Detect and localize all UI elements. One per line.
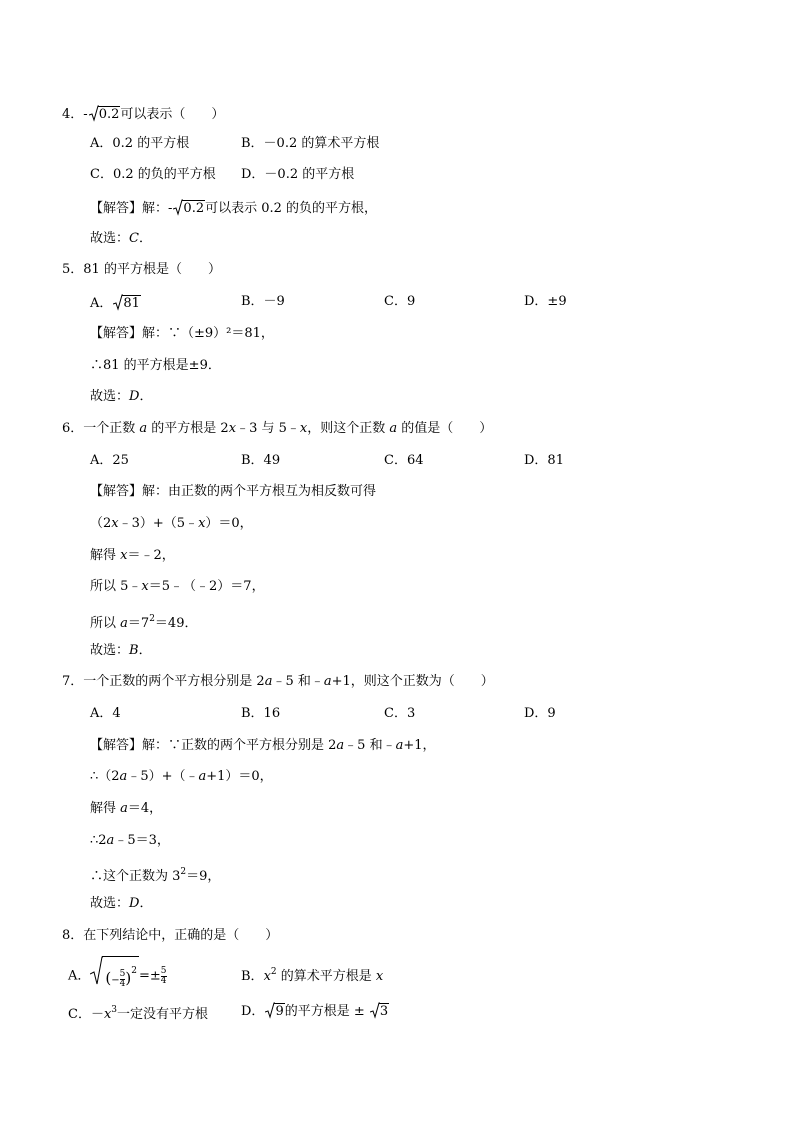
- q7-choice: 故选：D．: [90, 896, 153, 911]
- q4-option-b: B．－0.2 的算术平方根: [241, 136, 380, 151]
- q6-answer-line-4: 所以 5﹣x＝5﹣（﹣2）＝7，: [90, 579, 265, 594]
- q8-stem: 8．在下列结论中，正确的是（ ）: [62, 928, 279, 943]
- q8-option-b: B．$x^2$ 的算术平方根是 x: [241, 967, 384, 984]
- q5-option-c: C．9: [384, 294, 416, 309]
- q6-option-b: B．49: [241, 453, 281, 468]
- sqrt-symbol: 9: [265, 1001, 284, 1021]
- q8-option-d: D． 9的平方根是 ± 3: [241, 1001, 389, 1019]
- sqrt-symbol: 81: [113, 293, 141, 313]
- q4-option-c: C．0.2 的负的平方根: [90, 167, 216, 182]
- sqrt-symbol: (− $\frac{5}{4}$ )$^2$: [90, 956, 139, 996]
- q5-option-d: D．±9: [524, 294, 567, 309]
- q7-option-b: B．16: [241, 706, 281, 721]
- q7-answer-line-2: ∴（2a﹣5）+（﹣a+1）＝0，: [90, 769, 273, 784]
- q7-answer-line-1: 【解答】解：∵正数的两个平方根分别是 2a﹣5 和﹣a+1，: [90, 738, 436, 753]
- q6-option-a: A．25: [90, 453, 129, 468]
- q6-stem: 6．一个正数 a 的平方根是 2x﹣3 与 5﹣x，则这个正数 a 的值是（ ）: [62, 421, 493, 436]
- q4-stem: 4．- 0.2可以表示（ ）: [62, 104, 224, 122]
- fraction: $\frac{5}{4}$: [160, 965, 167, 986]
- q5-stem: 5．81 的平方根是（ ）: [62, 262, 221, 277]
- q5-answer-line-1: 【解答】解：∵（±9）²＝81，: [90, 326, 274, 341]
- q5-option-b: B．－9: [241, 294, 285, 309]
- q7-option-c: C．3: [384, 706, 416, 721]
- fraction: $\frac{5}{4}$: [119, 969, 126, 989]
- q6-answer-line-5: 所以 $a=7^2=49$．: [90, 614, 198, 631]
- q6-choice: 故选：B．: [90, 643, 152, 658]
- q7-option-d: D．9: [524, 706, 556, 721]
- q4-choice: 故选：C．: [90, 231, 152, 246]
- q7-answer-line-5: ∴这个正数为 $3^2=9$，: [90, 867, 221, 884]
- q6-answer-line-2: （2x﹣3）+（5﹣x）＝0，: [90, 516, 253, 531]
- q7-option-a: A．4: [90, 706, 121, 721]
- q4-answer: 【解答】解：- 0.2可以表示 0.2 的负的平方根，: [90, 198, 377, 216]
- q5-choice: 故选：D．: [90, 389, 153, 404]
- q8-option-c: C．$-x^3$一定没有平方根: [68, 1005, 209, 1022]
- q5-answer-line-2: ∴81 的平方根是±9．: [90, 358, 221, 373]
- q8-option-a: A． (− $\frac{5}{4}$ )$^2$ =± $\frac{5}{4}$: [68, 956, 167, 988]
- q7-answer-line-3: 解得 a＝4，: [90, 801, 163, 816]
- q7-stem: 7．一个正数的两个平方根分别是 2a﹣5 和﹣a+1，则这个正数为（ ）: [62, 674, 494, 689]
- q4-option-d: D．－0.2 的平方根: [241, 167, 355, 182]
- sqrt-symbol: 0.2: [89, 104, 121, 124]
- sqrt-symbol: 3: [370, 1001, 389, 1021]
- sqrt-symbol: 0.2: [173, 198, 205, 218]
- q6-option-c: C．64: [384, 453, 424, 468]
- q6-answer-line-3: 解得 x＝﹣2，: [90, 548, 175, 563]
- q4-option-a: A．0.2 的平方根: [90, 136, 190, 151]
- q6-option-d: D．81: [524, 453, 564, 468]
- q6-answer-line-1: 【解答】解：由正数的两个平方根互为相反数可得: [90, 484, 377, 499]
- q5-option-a: A． 81: [90, 293, 141, 311]
- q7-answer-line-4: ∴2a﹣5＝3，: [90, 833, 170, 848]
